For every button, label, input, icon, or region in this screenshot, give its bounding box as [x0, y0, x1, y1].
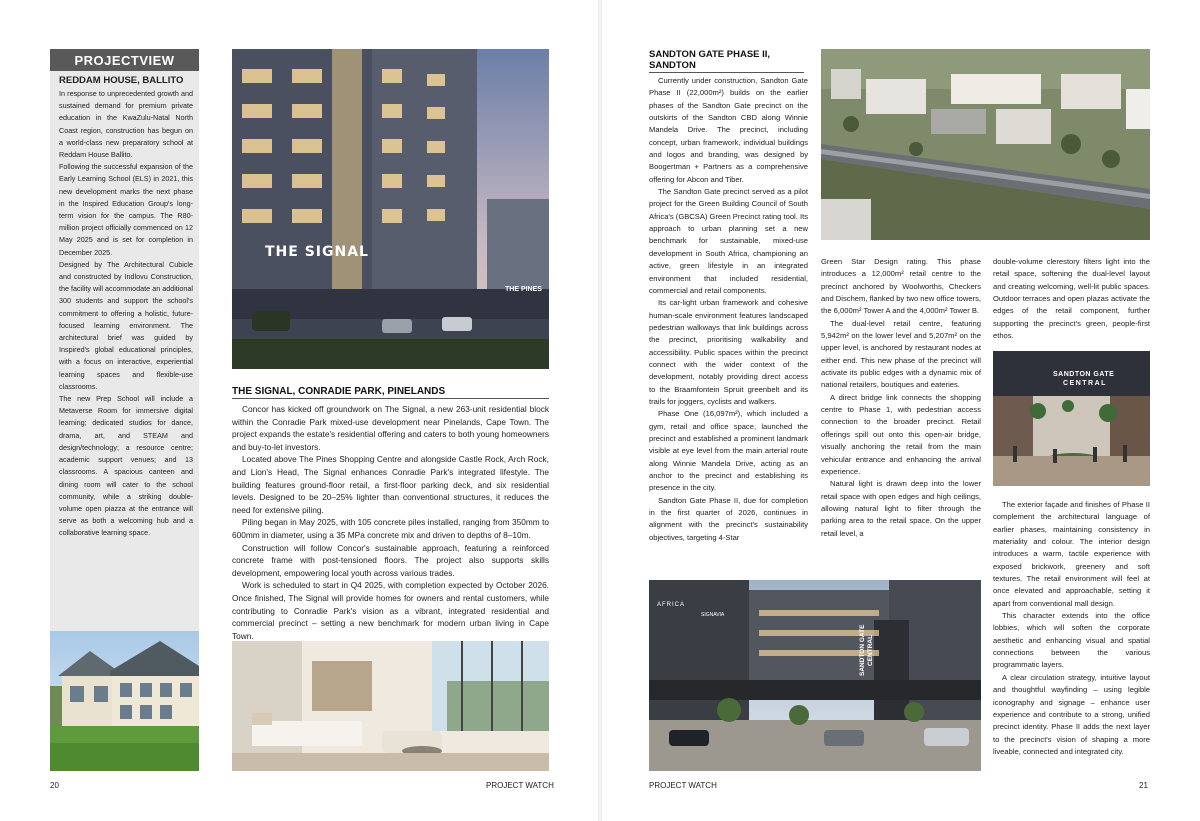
sandton-gate-entrance-image: [649, 580, 981, 771]
sandton-gate-aerial-image: [821, 49, 1150, 240]
article-paragraph: Piling began in May 2025, with 105 concrete piles installed, ranging from 350mm to 600mm in diameter, using a 35 MPa concrete mix and driven to depths of 8–10m.: [232, 517, 549, 540]
article-paragraph: Work is scheduled to start in Q4 2025, with completion expected by October 2026. Once finished, The Signal will provide homes for owners and rental customers, while contributing to Conradie Park's vision as a vibrant, integrated residential and commercial precinct – setting a new benchmark for modern urban living in Cape Town.: [232, 580, 549, 641]
article-paragraph: Concor has kicked off groundwork on The Signal, a new 263-unit residential block within the Conradie Park mixed-use development near Pinelands, Cape Town. The project expands the estate's residential offering and caters to both young homeowners and buy-to-let investors.: [232, 404, 549, 452]
article-paragraph: Phase One (16,097m²), which included a gym, retail and office space, launched the precinct and established a prominent landmark visible at eye level from the main arterial route along Winnie Mandela Drive, acting as an anchor to the precinct and establishing its presence in the city.: [649, 409, 808, 493]
school-building-image: [50, 631, 199, 771]
sandton-column-1: [649, 75, 808, 567]
the-signal-article-body: [232, 403, 549, 642]
sidebar-header: PROJECTVIEW: [50, 49, 199, 71]
the-pines-sign: THE PINES: [505, 286, 542, 293]
left-footer-label: PROJECT WATCH: [486, 781, 554, 790]
sandton-column-2: [821, 256, 981, 568]
article-paragraph: Construction will follow Concor's sustainable approach, featuring a reinforced concrete frame with post-tensioned floors. The project also supports skills development, empowering local youth across various trades.: [232, 542, 549, 578]
article-paragraph: This character extends into the office lobbies, which will soften the corporate aesthetic and enhancing visual and spatial connections between the various programmatic layers.: [993, 611, 1150, 670]
article-paragraph: The exterior façade and finishes of Phase II complement the architectural language of earlier phases, maintaining consistency in materiality and colour. The interior design introduces a warm, tactile experience with exposed brickwork, greenery and soft textures. The retail environment will feel at once elevated and approachable, setting it apart from conventional mall design.: [993, 500, 1150, 608]
right-page-number: 21: [1139, 781, 1148, 790]
article-paragraph: A direct bridge link connects the shopping centre to Phase 1, with pedestrian access connection to the broader precinct. Retail offerings spill out onto this open-air bridge, visually anchoring the retail from the main vehicular entrance and enhancing the arrival experience.: [821, 392, 981, 476]
the-signal-sign: THE SIGNAL: [265, 244, 369, 260]
facade-sign-signavia: SIGNAVIA: [701, 612, 725, 618]
article-paragraph: Located above The Pines Shopping Centre and alongside Castle Rock, Arch Rock, and Lion's Head, The Signal enhances Conradie Park's integrated lifestyle. The building features ground-floor retail, a first-floor parking deck, and six residential levels. Designed to be 20–25% lighter than conventional structures, it reduces the need for extensive piling.: [232, 454, 549, 515]
article-paragraph: A clear circulation strategy, intuitive layout and thoughtful wayfinding – using legible iconography and signage – enhance user experience and contribute to a strong, unified precinct identity. Phase II adds the next layer to the precinct's vision of shaping a more liveable, connected and integrated city.: [993, 672, 1150, 756]
interior-sign-line-2: CENTRAL: [1063, 380, 1107, 387]
projectview-sidebar: [50, 49, 199, 771]
the-signal-rendering: [232, 49, 549, 369]
heading-line: SANDTON: [649, 60, 696, 71]
article-paragraph: Natural light is drawn deep into the lower retail space with open edges and high ceilings, allowing natural light to filter through the parking area to the retail space. On the upper retail level, a: [821, 479, 981, 538]
article-paragraph: double-volume clerestory filters light into the retail space, softening the dual-level layout and creating welcoming, well-lit public spaces. Outdoor terraces and open plazas activate the edges of the retail component, further supporting the precinct's green, people-first ethos.: [993, 257, 1150, 341]
interior-sign-line-1: SANDTON GATE: [1053, 371, 1115, 378]
sandton-gate-heading: [649, 49, 804, 73]
heading-line: SANDTON GATE PHASE II,: [649, 49, 771, 60]
sidebar-body: [59, 88, 193, 540]
article-paragraph: Its car-light urban framework and cohesive human-scale environment features landscaped pedestrian walkways that link buildings across the precinct, prioritising walkability and accessibility. Public spaces within the precinct connect with the wider context of the development, notably providing direct access to the Braamfontein Spruit greenbelt and its trails for joggers, cyclists and walkers.: [649, 298, 808, 406]
sidebar-paragraph: Following the successful expansion of the Early Learning School (ELS) in 2021, this new development marks the next phase in the Inspired Education Group's long-term vision for the campus. The R80-million project officially commenced on 12 May 2025 and is set for completion in December 2025.: [59, 162, 193, 257]
page-gutter: [598, 0, 602, 821]
sidebar-paragraph: In response to unprecedented growth and sustained demand for premium private education in the KwaZulu-Natal North Coast region, construction has begun on a world-class new preparatory school at Reddam House Ballito.: [59, 89, 193, 160]
sidebar-paragraph: The new Prep School will include a Metaverse Room for immersive digital learning; dedicated studios for dance, drama, art, and STEAM and design/technology; a resource centre; academic support venues; and 13 classrooms. A spacious canteen and dining room will cater to the school community, while a striking double-volume open piazza at the entrance will serve as both a welcoming hub and a collaborative learning space.: [59, 394, 193, 538]
right-footer-label: PROJECT WATCH: [649, 781, 717, 790]
article-paragraph: The Sandton Gate precinct served as a pilot project for the Green Building Council of South Africa's (GBCSA) Green Precinct rating tool. Its approach to urban planning set a new benchmark for sustainable, mixed-use development in South Africa, championing an active, green lifestyle in an integrated environment that included residential, commercial and retail components.: [649, 187, 808, 295]
sandton-gate-central-interior-image: [993, 351, 1150, 486]
article-paragraph: Currently under construction, Sandton Gate Phase II (22,000m²) builds on the earlier phases of the Sandton Gate precinct on the outskirts of the Sandton CBD along Winnie Mandela Drive. The precinct, including concept, urban framework, individual buildings and logos and branding, was designed by Boogertman + Partners as a comprehensive offering for Abcon and Tiber.: [649, 76, 808, 184]
article-paragraph: The dual-level retail centre, featuring 5,942m² on the lower level and 5,207m² on the upper level, is anchored by restaurant nodes at either end. This new phase of the precinct will activate its public edges with a dynamic mix of national retailers, boutiques and eateries.: [821, 318, 981, 390]
tower-sign-line-1: SANDTON GATE: [859, 624, 866, 676]
sandton-column-3-bottom: [993, 499, 1150, 779]
apartment-interior-image: [232, 641, 549, 771]
the-signal-heading: THE SIGNAL, CONRADIE PARK, PINELANDS: [232, 386, 549, 399]
sandton-column-3-top: [993, 256, 1150, 342]
tower-sign-line-2: CENTRAL: [867, 634, 874, 666]
article-paragraph: Sandton Gate Phase II, due for completion in the first quarter of 2026, continues in alignment with the precinct's sustainability objectives, targeting 4-Star: [649, 495, 808, 542]
left-page-number: 20: [50, 781, 59, 790]
article-paragraph: Green Star Design rating. This phase introduces a 12,000m² retail centre to the precinct anchored by Woolworths, Checkers and Dischem, flanked by two new office towers, the 6,000m² Tower A and the 4,000m² Tower B.: [821, 257, 981, 316]
facade-sign-africa: AFRICA: [657, 602, 686, 608]
sidebar-paragraph: Designed by The Architectural Cubicle and constructed by Indlovu Construction, the facility will accommodate an additional 300 students and support the school's commitment to offering a holistic, future-focused learning environment. The architectural brief was guided by Inspired's global educational principles, with a focus on interactive, experiential learning spaces and flexible-use classrooms.: [59, 259, 193, 391]
sidebar-title: REDDAM HOUSE, BALLITO: [59, 75, 184, 86]
